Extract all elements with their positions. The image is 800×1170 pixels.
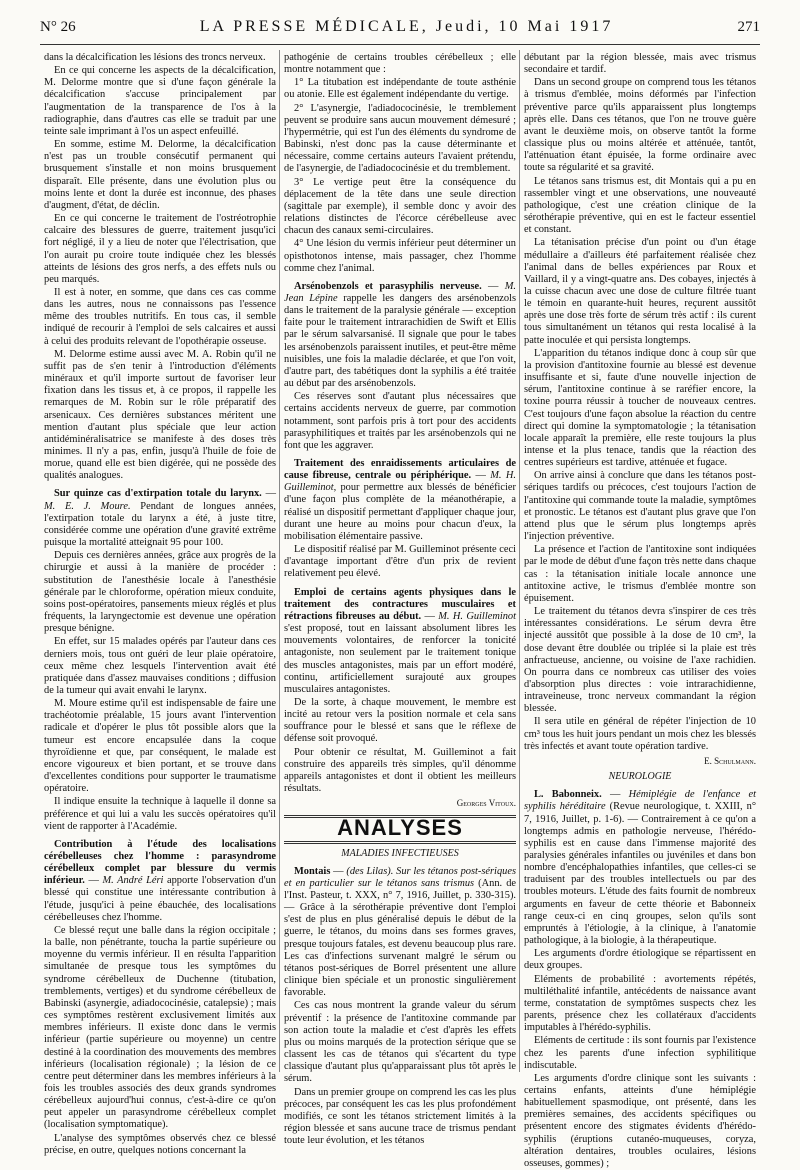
article-heading-paragraph: Sur quinze cas d'extirpation totale du larynx. — M. E. J. Moure. Pendant de longues années, l'extirpation totale du larynx a été, à juste titre, considérée comme une opération d'une gravité extrême puisque la mortalité atteignait 95 pour 100. [44, 488, 276, 549]
article-title: L. Babonneix. [534, 789, 602, 801]
article-text: s'est proposé, tout en laissant absolument libres les mouvements volontaires, de renforcer la tonicité antagoniste, non seulement par le traitement tonique des muscles antagonistes, mais par un effort modéré, continu, artificiellement surajouté aux groupes musculaires antagonistes. [284, 623, 516, 695]
paragraph: Dans un second groupe on comprend tous les tétanos à trismus d'emblée, moins déformés par l'infection préventive parce qu'ils apparaissent plus longtemps après elle. Dans ces tétanos, que l'on ne trouve guère avant le deuxième mois, on observe tantôt la forme classique plus ou moins altérée et atténuée, tantôt, l'atténuation étant épuisée, la forme ordinaire avec toute sa régularité et sa gravité. [524, 77, 756, 174]
article-heading-paragraph: L. Babonneix. — Hémiplégie de l'enfance et syphilis héréditaire (Revue neurologique, t. XXIII, n° 7, 1916, Juillet, p. 1-6). — Contrairement à ce qu'on a longtemps admis en pathologie nerveuse, l'hérédo-syphilis est en cause dans l'immense majorité des paralysies générales infantiles ou juvéniles et dans bon nombre d'encéphalopathies infantiles, que celles-ci se traduisent par des troubles intellectuels ou par des troubles moteurs. L'étude des faits fournit de nombreux arguments en faveur de cette théorie et Babonneix range ceux-ci en cinq groupes, selon qu'ils sont empruntés à l'étiologie, à la clinique, à l'anatomie pathologique, à la biologie, à la thérapeutique. [524, 789, 756, 947]
article-author: Hémiplégie de l'enfance et syphilis héréditaire [524, 789, 756, 813]
article-heading-paragraph: Emploi de certains agents physiques dans le traitement des contractures musculaires et rétractions fibreuses au début. — M. H. Guilleminot s'est proposé, tout en laissant absolument libres les mouvements volontaires, de renforcer la tonicité antagoniste, non seulement par le traitement tonique des muscles antagonistes, mais par un effort modéré, continu, artificiellement surajouté aux groupes musculaires antagonistes. [284, 586, 516, 695]
article-title: Sur quinze cas d'extirpation totale du larynx. [54, 488, 262, 500]
article-text: Pendant de longues années, l'extirpation totale du larynx a été, à juste titre, considérée comme une opération d'une gravité extrême puisque la mortalité atteignait 95 pour 100. [44, 500, 276, 549]
paragraph: Les arguments d'ordre étiologique se répartissent en deux groupes. [524, 948, 756, 972]
section-heading: MALADIES INFECTIEUSES [341, 847, 459, 859]
article-text: (Revue neurologique, t. XXIII, n° 7, 1916, Juillet, p. 1-6). — Contrairement à ce qu'on a longtemps admis en pathologie nerveuse, l'hérédo-syphilis est en cause dans l'immense majorité des paralysies générales infantiles ou juvéniles et dans bon nombre d'encéphalopathies infantiles, que celles-ci se traduisent par des troubles intellectuels ou par des troubles moteurs. L'étude des faits fournit de nombreux arguments en faveur de cette théorie et Babonneix range ceux-ci en cinq groupes, selon qu'ils sont empruntés à l'étiologie, à la clinique, à l'anatomie pathologique, à la biologie, à la thérapeutique. [524, 801, 756, 947]
paragraph: En effet, sur 15 malades opérés par l'auteur dans ces derniers mois, tous ont guéri de leur plaie opératoire, ceux même chez lesquels l'intervention avait été pratiquée dans d'assez mauvaises conditions ; diffusion de la tumeur qui avait envahi le larynx. [44, 636, 276, 696]
paragraph: 3° Le vertige peut être la conséquence du déplacement de la tête dans une seule direction (sagittale par exemple), il semble donc y avoir des relations distinctes de l'écorce cérébelleuse avec chacun des canaux semi-circulaires. [284, 176, 516, 237]
paragraph: Eléments de probabilité : avortements répétés, multiléthalité infantile, antécédents de naissance avant terme, constatation de symptômes suspects chez les parents, présence chez les collatéraux d'accidents imputables à l'hérédo-syphilis. [524, 973, 756, 1034]
article-title: Emploi de certains agents physiques dans le traitement des contractures musculaires et rétractions fibreuses au début. [284, 586, 516, 622]
issue-number: N° 26 [40, 19, 76, 35]
journal-title: LA PRESSE MÉDICALE, Jeudi, 10 Mai 1917 [199, 18, 614, 35]
column-middle [284, 52, 517, 1147]
paragraph: Ces cas nous montrent la grande valeur du sérum préventif : la présence de l'antitoxine commande par son action toute la maladie et c'est d'après les effets plus ou moins marqués de la protection sérique que se classent les cas de tétanos qui s'écartent du type classique d'autant plus qu'apparaissant plus tôt après le sérum. [284, 1000, 516, 1085]
paragraph: De la sorte, à chaque mouvement, le membre est incité au retour vers la position normale et cela sans souffrance pour le blessé et sans que le réflexe de défense soit provoqué. [284, 696, 516, 745]
paragraph: Eléments de certitude : ils sont fournis par l'existence chez les parents d'une infection syphilitique indiscutable. [524, 1035, 756, 1071]
paragraph: On arrive ainsi à conclure que dans les tétanos post-sériques tardifs ou précoces, c'est toujours l'action de l'antitoxine qui commande toute la maladie, symptômes et pronostic. Le tétanos est d'autant plus grave que l'on attend plus que le sérum plus longtemps après l'injection préventive. [524, 470, 756, 543]
article-author: M. André Léri [102, 875, 167, 887]
paragraph: Depuis ces dernières années, grâce aux progrès de la chirurgie et aussi à la manière de procéder : substitution de l'anesthésie locale à l'anesthésie générale par le chloroforme, opération mieux conduite, soins post-opératoires, pansements mieux réglés et plus fréquents, la laryngectomie est devenue une opération presque bénigne. [44, 550, 276, 635]
column-left [44, 52, 276, 1156]
paragraph: Le dispositif réalisé par M. Guilleminot présente ceci d'avantage important d'être d'un prix de revient relativement peu élevé. [284, 544, 516, 580]
paragraph: Ces réserves sont d'autant plus nécessaires que certains accidents nerveux de guerre, par commotion notamment, sont parfois pris à tort pour des accidents parasyphilitiques et traités par les arsénobenzols qui ne font que les aggraver. [284, 391, 516, 451]
paragraph: Le tétanos sans trismus est, dit Montais qui a pu en rassembler vingt et une observations, une nouveauté pathologique, c'est une création clinique de la sérothérapie préventive, qui en est le facteur essentiel et constant. [524, 175, 756, 236]
article-author: M. Jean Lépine [284, 280, 516, 304]
paragraph: 4° Une lésion du vermis inférieur peut déterminer un opisthotonos intense, mais passager, chez l'homme comme chez l'animal. [284, 238, 516, 274]
article-title: Montais [294, 865, 331, 877]
article-heading-paragraph: Arsénobenzols et parasyphilis nerveuse. — M. Jean Lépine rappelle les dangers des arsénobenzols dans le traitement de la paralysie générale — exception faite pour le traitement intrarachidien de Swift et Ellis par le sérum salvarsanisé. Il signale que pour le tabes les arsénobenzols paraissent inutiles, et peut-être même nuisibles, une fois la maladie déclarée, et que l'on voit, d'autre part, des tabétiques dont la syphilis a été traitée au début par des arsénobenzols. [284, 280, 517, 390]
article-author: (des Lilas). Sur les tétanos post-sériques et en particulier sur le tétanos sans trismus [284, 865, 516, 889]
article-title: Arsénobenzols et parasyphilis nerveuse. [294, 280, 482, 292]
author-signature: E. Schulmann. [704, 755, 756, 766]
paragraph: Pour obtenir ce résultat, M. Guilleminot a fait construire des appareils très simples, qu'il dénomme appareils antagonistes et dont il obtient les meilleurs résultats. [284, 746, 516, 795]
article-title: Traitement des enraidissements articulaires de cause fibreuse, centrale ou périphérique. [284, 458, 516, 482]
paragraph: L'analyse des symptômes observés chez ce blessé précise, en outre, quelques notions concernant la [44, 1132, 276, 1156]
article-heading-paragraph: Traitement des enraidissements articulaires de cause fibreuse, centrale ou périphérique. — M. H. Guilleminot, pour permettre aux blessés de bénéficier d'une façon plus complète de la méanothérapie, a réalisé un dispositif permettant d'appliquer chaque jour, durant une heure au moins pour chacun d'eux, la mobilisation élémentaire passive. [284, 458, 517, 542]
paragraph: En ce qui concerne les aspects de la décalcification, M. Delorme montre que si d'une façon générale la décalcification s'accuse principalement par l'augmentation de la transparence de l'os à la radiographie, dans d'autres cas elle se traduit par une teinte sale imprimant à l'os un aspect enfeuillé. [44, 65, 276, 137]
paragraph: L'apparition du tétanos indique donc à coup sûr que la provision d'antitoxine fournie au blessé est devenue insuffisante et si, faute d'une nouvelle injection de sérum, l'antitoxine continue à se raréfier encore, la toxine pourra réussir à toucher de nouveaux centres. C'est toujours d'une façon absolue la réaction du centre direct qui domine la symptomatologie ; la tétanisation locale apparaît la première, elle reste toujours la plus intense et la plus tenace, tandis que la réaction des centres supérieurs est tardive, atténuée et fugace. [524, 347, 756, 469]
paragraph: Les arguments d'ordre clinique sont les suivants : certains enfants, atteints d'une hémiplégie habituellement spasmodique, ont présenté, dans les premières semaines, des accidents spécifiques ou présentent encore des stigmates évidents d'hérédo-syphilis (éruptions cutanéo-muqueuses, coryza, altération dentaires, troubles oculaires, lésions osseuses, gommes) ; [524, 1072, 756, 1169]
section-heading: NEUROLOGIE [608, 771, 672, 783]
column-divider [279, 50, 280, 1072]
paragraph: Ce blessé reçut une balle dans la région occipitale ; la balle, non pénétrante, toucha la partie supérieure ou moyenne du vermis inférieur. Il en résulta l'apparition simultanée de presque tous les symptômes du syndrome cérébelleux de Duchenne (titubation, tremblements, vertiges) et du syndrome cérébelleux de Babinski (asynergie, adiadococinésie, catalepsie) ; mais ces symptômes restèrent exclusivement limités aux membres inférieurs. Il existe donc dans le vermis inférieur (partie supérieure ou moyenne) un centre destiné à la coordination des mouvements des membres inférieurs (localisation régionale) ; la lésion de ce centre peut déterminer dans les membres inférieurs à la fois les troubles associés des deux grands syndromes cérébelleux aujourd'hui connus, c'est-à-dire ce qu'on peut appeler un parasyndrome cérébelleux complet (localisation symptomatique). [44, 924, 276, 1131]
article-author: M. H. Guilleminot, [284, 470, 516, 494]
article-heading-paragraph: Contribution à l'étude des localisations cérébelleuses chez l'homme : parasyndrome cérébelleux complet par blessure du vermis inférieur. — M. André Léri apporte l'observation d'un blessé qui constitue une intéressante contribution à l'étude, jusqu'ici à peine ébauchée, des localisations cérébelleuses chez l'homme. [44, 838, 276, 923]
paragraph: M. Delorme estime aussi avec M. A. Robin qu'il ne suffit pas de s'en tenir à l'introduction d'éléments minéraux et qu'il importe surtout de favoriser leur fixation dans les tissus et, à ce propos, il rappelle les remarques de M. Robin sur le rôle préparatif des arsenicaux. Ces dernières substances méritent une mention d'autant plus spéciale que leur action antidéminéralisatrice se manifeste à des doses très minimes. Il n'y a pas, enfin, jusqu'à l'huile de foie de morue, quand elle est bien digérée, qui ne possède des qualités analogues. [44, 348, 276, 482]
author-signature: Georges Vitoux. [456, 798, 516, 809]
paragraph: Il indique ensuite la technique à laquelle il donne sa préférence et qui lui a valu les succès opératoires qu'il vient de rapporter à l'Académie. [44, 796, 276, 832]
paragraph: M. Moure estime qu'il est indispensable de faire une trachéotomie préalable, 15 jours avant l'intervention radicale et d'opérer le plus tôt possible alors que la tumeur est encore encapsulée dans la coque thyroïdienne et que, par conséquent, le malade est encore vigoureux et bien portant, et se trouve dans d'excellentes conditions pour supporter le traumatisme opératoire. [44, 698, 276, 795]
paragraph: La présence et l'action de l'antitoxine sont indiquées par le mode de début d'une façon très nette dans chaque cas : la tétanisation initiale locale annonce une antitoxine active, le trismus d'emblée montre son épuisement. [524, 544, 756, 604]
column-divider [519, 50, 520, 1072]
paragraph: Il sera utile en général de répéter l'injection de 10 cm³ tous les huit jours pendant un mois chez les blessés très infectés et avant toute opération tardive. [524, 716, 756, 752]
paragraph: Il est à noter, en somme, que dans ces cas comme dans les autres, nous ne connaissons pas l'essence même des troubles nutritifs. En tous cas, il semble indiqué de recourir à l'emploi de sels calcaires et aussi à celui des produits relevant de l'opothérapie osseuse. [44, 286, 276, 347]
paragraph: Le traitement du tétanos devra s'inspirer de ces très intéressantes considérations. Le sérum devra être injecté aussitôt que possible à la dose de 10 cm³, la dose devant être doublée ou triplée si la plaie est très anfractueuse, ancienne, ou voisine de l'axe rachidien. On pourra dans ce nombreux cas utiliser des voies d'absorption plus directes : voie intrarachidienne, intraveineuse, tronc nerveux commandant la région blessée. [524, 606, 756, 715]
page-header [40, 18, 760, 40]
paragraph: En ce qui concerne le traitement de l'ostréotrophie calcaire des blessures de guerre, traitement jusqu'ici fort négligé, il y a lieu de noter que l'électrisation, que l'on aurait pu croire toute indiquée chez les blessés atteints de lésions des gros nerfs, a des effets nuls ou peu marqués. [44, 213, 276, 285]
article-title: Contribution à l'étude des localisations cérébelleuses chez l'homme : parasyndrome cérébelleux complet par blessure du vermis inférieur. [44, 838, 276, 887]
paragraph: dans la décalcification les lésions des troncs nerveux. [44, 52, 266, 63]
paragraph: La tétanisation précise d'un point ou d'un étage médullaire a d'ailleurs été parfaitement réalisée chez l'animal dans de belles expériences par Roux et Vaillard, il y a vingt-quatre ans. Des cobayes, injectés à la cuisse chacun avec une dose de culture filtrée tuant le témoin en quarante-huit heures, reçurent aussitôt après une dose très forte de sérum très actif : ils curent tous simultanément un tétanos qui resta localisé à la patte inoculée et qui persista longtemps. [524, 237, 756, 346]
paragraph: 2° L'asynergie, l'adiadococinésie, le tremblement peuvent se produire sans aucun mouvement démesuré ; l'hypermétrie, qui est l'un des éléments du syndrome de Babinski, n'est donc pas la cause déterminante et nécessaire, comme certains auteurs l'avaient prétendu, de l'asynergie, de l'adiadococinésie et du tremblement. [284, 102, 516, 175]
article-heading-paragraph: Montais — (des Lilas). Sur les tétanos post-sériques et en particulier sur le tétanos sans trismus (Ann. de l'Inst. Pasteur, t. XXX, n° 7, 1916, Juillet, p. 330-315). — Grâce à la sérothérapie préventive dont l'emploi s'est de plus en plus généralisé depuis le début de la guerre, le tétanos, du moins dans ses formes graves, presque toujours fatales, est devenu beaucoup plus rare. Les cas d'infections survenant malgré le sérum ou tétanos post-sériques de Borrel présentent une allure clinique bien spéciale et un pronostic singulièrement favorable. [284, 865, 516, 999]
article-text: (Ann. de l'Inst. Pasteur, t. XXX, n° 7, 1916, Juillet, p. 330-315). — Grâce à la sérothérapie préventive dont l'emploi s'est de plus en plus généralisé depuis le début de la guerre, le tétanos, du moins dans ses formes graves, presque toujours fatales, est devenu beaucoup plus rare. Les cas d'infections survenant malgré le sérum ou tétanos post-sériques de Borrel présentent une allure clinique bien spéciale et un pronostic singulièrement favorable. [284, 877, 516, 999]
article-author: M. H. Guilleminot [438, 610, 516, 622]
paragraph: 1° La titubation est indépendante de toute asthénie ou atonie. Elle est également indépendante du vertige. [284, 77, 516, 101]
article-author: M. E. J. Moure. [44, 500, 141, 512]
paragraph: débutant par la région blessée, mais avec trismus secondaire et tardif. [524, 52, 756, 76]
paragraph: pathogénie de certains troubles cérébelleux ; elle montre notamment que : [284, 52, 516, 76]
analyses-heading: ANALYSES [337, 815, 463, 841]
page-number: 271 [737, 19, 760, 35]
article-text: apporte l'observation d'un blessé qui constitue une intéressante contribution à l'étude, jusqu'ici à peine ébauchée, des localisations cérébelleuses chez l'homme. [44, 875, 276, 923]
paragraph: Dans un premier groupe on comprend les cas les plus précoces, par conséquent les cas les plus profondément modifiés, ce sont les tétanos strictement limités à la région blessée et sans aucune trace de trismus pendant toute leur évolution, et les tétanos [284, 1086, 516, 1147]
analyses-block [284, 815, 516, 843]
article-text: pour permettre aux blessés de bénéficier d'une façon plus complète de la méanothérapie, a réalisé un dispositif permettant d'appliquer chaque jour, durant une heure au moins pour chacun d'eux, la mobilisation élémentaire passive. [284, 482, 517, 542]
paragraph: En somme, estime M. Delorme, la décalcification n'est pas un trouble consécutif permanent qui brusquement s'installe et non moins brusquement disparaît. Elle présente, dans une évolution plus ou moins lente et dont la durée est inconnue, des phases d'augment, d'état, de déclin. [44, 139, 276, 211]
article-text: rappelle les dangers des arsénobenzols dans le traitement de la paralysie générale — exception faite pour le traitement intrarachidien de Swift et Ellis par le sérum salvarsanisé. Il signale que pour le tabes les arsénobenzols paraissent inutiles, et peut-être même nuisibles, une fois la maladie déclarée, et que l'on voit, d'autre part, des tabétiques dont la syphilis a été traitée au début par des arsénobenzols. [284, 292, 517, 390]
header-rule [40, 44, 760, 45]
column-right [524, 52, 756, 1169]
section-rule [284, 841, 516, 844]
